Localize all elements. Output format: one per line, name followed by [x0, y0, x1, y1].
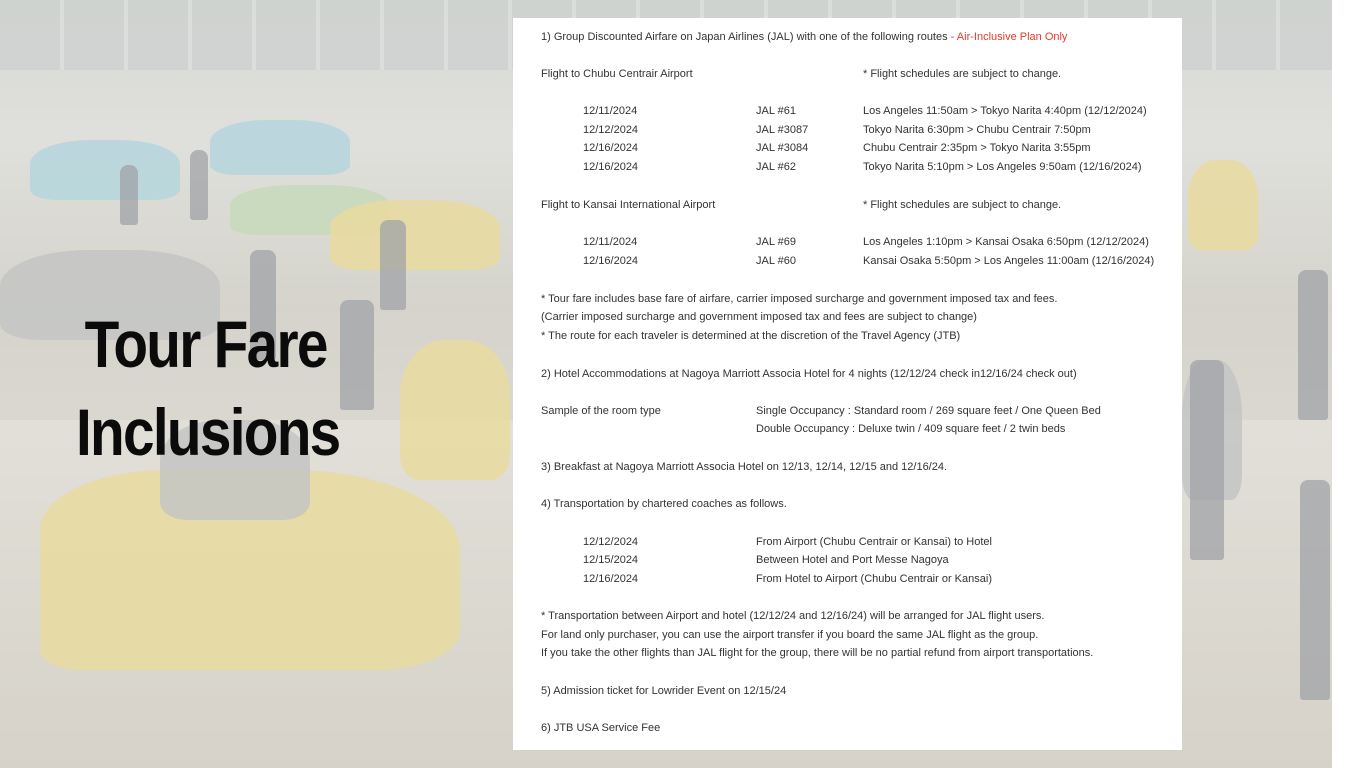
chubu-flight-label: Flight to Chubu Centrair Airport	[541, 68, 693, 80]
transport-desc: From Airport (Chubu Centrair or Kansai) to Hotel	[756, 536, 992, 548]
chubu-schedule-note: * Flight schedules are subject to change.	[863, 68, 1062, 80]
flight-number: JAL #3087	[756, 124, 809, 136]
transport-note: * Transportation between Airport and hotel (12/12/24 and 12/16/24) will be arranged for JAL flight users.	[541, 610, 1045, 622]
flight-route: Chubu Centrair 2:35pm > Tokyo Narita 3:55pm	[863, 142, 1091, 154]
section-2-heading: 2) Hotel Accommodations at Nagoya Marriott Associa Hotel for 4 nights (12/12/24 check in12/16/24 check out)	[541, 368, 1077, 380]
transport-note: For land only purchaser, you can use the airport transfer if you board the same JAL flight as the group.	[541, 629, 1039, 641]
transport-note: If you take the other flights than JAL flight for the group, there will be no partial refund from airport transportations.	[541, 647, 1094, 659]
flight-number: JAL #3084	[756, 142, 809, 154]
flight-date: 12/12/2024	[583, 124, 639, 136]
section-5-heading: 5) Admission ticket for Lowrider Event on 12/15/24	[541, 685, 787, 697]
fare-note: * Tour fare includes base fare of airfare, carrier imposed surcharge and government imposed tax and fees.	[541, 293, 1058, 305]
fare-note: * The route for each traveler is determined at the discretion of the Travel Agency (JTB)	[541, 330, 961, 342]
flight-number: JAL #61	[756, 105, 796, 117]
kansai-schedule-note: * Flight schedules are subject to change.	[863, 199, 1062, 211]
double-occupancy: Double Occupancy : Deluxe twin / 409 square feet / 2 twin beds	[756, 423, 1066, 435]
flight-date: 12/16/2024	[583, 255, 639, 267]
flight-route: Tokyo Narita 5:10pm > Los Angeles 9:50am (12/16/2024)	[863, 161, 1142, 173]
inclusions-document	[513, 18, 1182, 750]
section-4-heading: 4) Transportation by chartered coaches as follows.	[541, 498, 787, 510]
fare-note: (Carrier imposed surcharge and government imposed tax and fees are subject to change)	[541, 311, 977, 323]
section-1-heading: 1) Group Discounted Airfare on Japan Airlines (JAL) with one of the following routes - Air-Inclusive Plan Only	[541, 31, 1068, 43]
flight-route: Los Angeles 1:10pm > Kansai Osaka 6:50pm (12/12/2024)	[863, 236, 1149, 248]
flight-date: 12/11/2024	[583, 236, 638, 248]
flight-date: 12/11/2024	[583, 105, 638, 117]
transport-desc: From Hotel to Airport (Chubu Centrair or Kansai)	[756, 573, 992, 585]
flight-date: 12/16/2024	[583, 161, 639, 173]
single-occupancy: Single Occupancy : Standard room / 269 square feet / One Queen Bed	[756, 405, 1101, 417]
room-type-label: Sample of the room type	[541, 405, 661, 417]
flight-number: JAL #69	[756, 236, 796, 248]
air-inclusive-note: - Air-Inclusive Plan Only	[950, 31, 1068, 43]
title-line-2: Inclusions	[76, 395, 340, 469]
flight-number: JAL #62	[756, 161, 796, 173]
flight-number: JAL #60	[756, 255, 796, 267]
section-3-heading: 3) Breakfast at Nagoya Marriott Associa Hotel on 12/13, 12/14, 12/15 and 12/16/24.	[541, 461, 948, 473]
flight-route: Kansai Osaka 5:50pm > Los Angeles 11:00am (12/16/2024)	[863, 255, 1155, 267]
transport-desc: Between Hotel and Port Messe Nagoya	[756, 554, 949, 566]
transport-date: 12/12/2024	[583, 536, 639, 548]
transport-date: 12/15/2024	[583, 554, 639, 566]
transport-date: 12/16/2024	[583, 573, 639, 585]
page-title	[76, 300, 340, 476]
section-6-heading: 6) JTB USA Service Fee	[541, 722, 661, 734]
title-line-1: Tour Fare	[84, 307, 327, 381]
right-margin	[1332, 0, 1366, 768]
flight-route: Tokyo Narita 6:30pm > Chubu Centrair 7:50pm	[863, 124, 1091, 136]
flight-route: Los Angeles 11:50am > Tokyo Narita 4:40pm (12/12/2024)	[863, 105, 1147, 117]
kansai-flight-label: Flight to Kansai International Airport	[541, 199, 716, 211]
flight-date: 12/16/2024	[583, 142, 639, 154]
